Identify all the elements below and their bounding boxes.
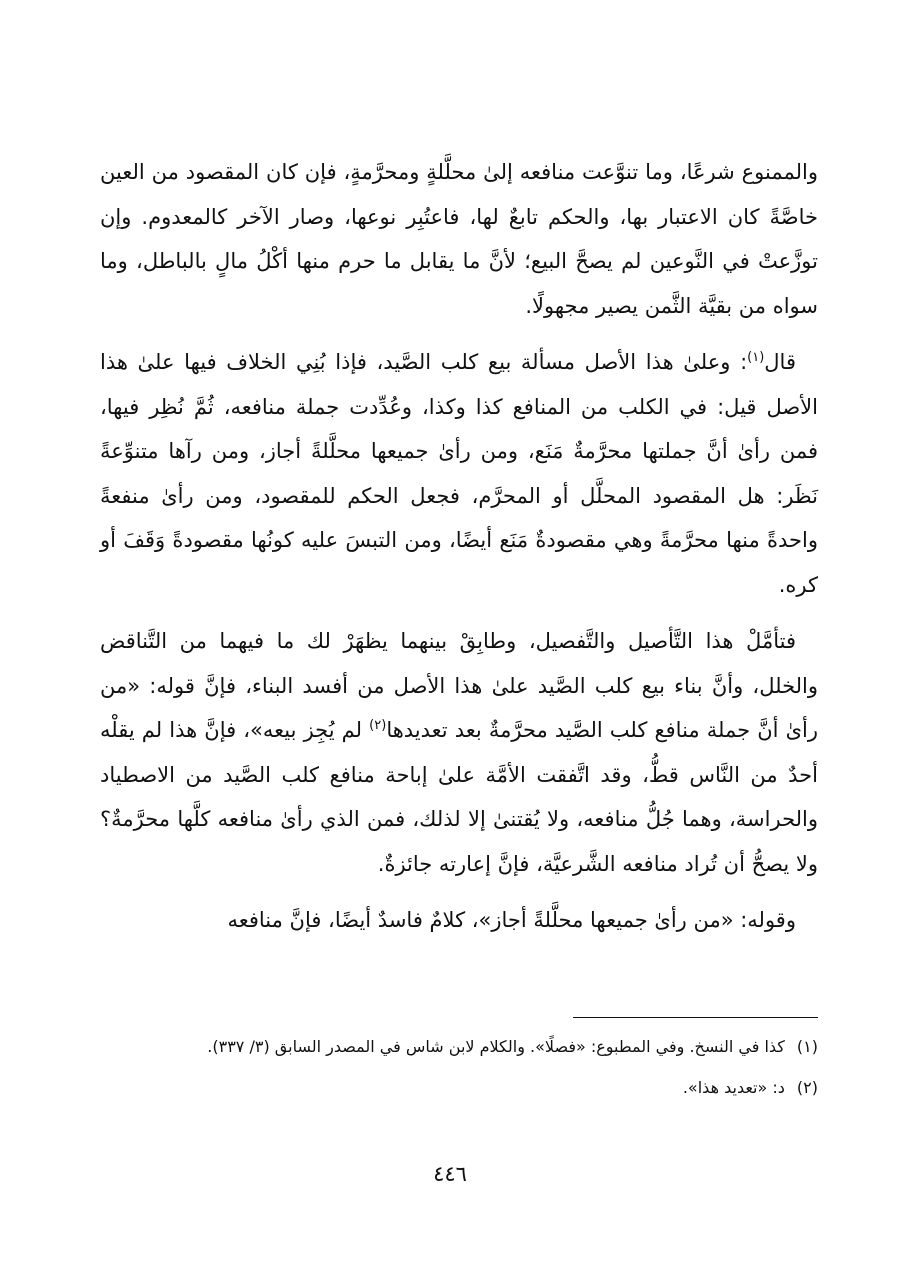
- paragraph-2: قال$^{(١)}$: وعلىٰ هذا الأصل مسألة بيع كلب الصَّيد، فإذا بُنِي الخلاف فيها علىٰ هذا الأصل قيل: في الكلب من المنافع كذا وكذا، وعُدِّدت جملة منافعه، ثُمَّ نُظِر فيها، فمن رأىٰ أنَّ جملتها محرَّمةٌ مَنَع، ومن رأىٰ جميعها محلَّلةً أجاز، ومن رآها متنوِّعةً نَظَر: هل المقصود المحلَّل أو المحرَّم، فجعل الحكم للمقصود، ومن رأىٰ منفعةً واحدةً منها محرَّمةً وهي مقصودةٌ مَنَع أيضًا، ومن التبسَ عليه كونُها مقصودةً وَقَفَ أو كره.: [100, 350, 818, 597]
- footnote-1: [100, 1030, 818, 1063]
- main-text: [100, 150, 818, 955]
- footnotes: [100, 1030, 818, 1112]
- paragraph-3-text-b: لم يُجِز بيعه»، فإنَّ هذا لم يقلْه أحدٌ من النَّاس قطُّ، وقد اتَّفقت الأمَّة علىٰ إباحة منافع كلب الصَّيد من الاصطياد والحراسة، وهما جُلُّ منافعه، ولا يُقتنىٰ إلا لذلك، فمن الذي رأىٰ منافعه كلَّها محرَّمةٌ؟ ولا يصحُّ أن تُراد منافعه الشَّرعيَّة، فإنَّ إعارته جائزةٌ.: [100, 718, 818, 876]
- footnote-number: (٢): [796, 1078, 818, 1097]
- footnote-ref-1[interactable]: (١): [747, 350, 765, 365]
- footnote-divider: [573, 1017, 818, 1018]
- paragraph-1: والممنوع شرعًا، وما تنوَّعت منافعه إلىٰ محلَّلةٍ ومحرَّمةٍ، فإن كان المقصود من العين خاصَّةً كان الاعتبار بها، والحكم تابعٌ لها، فاعتُبِر نوعها، وصار الآخر كالمعدوم. وإن توزَّعتْ في النَّوعين لم يصحَّ البيع؛ لأنَّ ما يقابل ما حرم منها أكْلُ مالٍ بالباطل، وما سواه من بقيَّة الثَّمن يصير مجهولًا.: [100, 160, 818, 318]
- footnote-ref-2[interactable]: (٢): [369, 718, 387, 733]
- paragraph-3: [100, 619, 818, 886]
- footnote-text: كذا في النسخ. وفي المطبوع: «فصلًا». والكلام لابن شاس في المصدر السابق (٣/ ٣٣٧).: [207, 1037, 785, 1056]
- footnote-2: [100, 1071, 818, 1104]
- page-number: ٤٤٦: [433, 1162, 467, 1186]
- paragraph-2-text: وعلىٰ هذا الأصل مسألة بيع كلب الصَّيد، فإذا بُنِي الخلاف فيها علىٰ هذا الأصل قيل: في الكلب من المنافع كذا وكذا، وعُدِّدت جملة منافعه، ثُمَّ نُظِر فيها، فمن رأىٰ أنَّ جملتها محرَّمةٌ مَنَع، ومن رأىٰ جميعها محلَّلةً أجاز، ومن رآها متنوِّعةً نَظَر: هل المقصود المحلَّل أو المحرَّم، فجعل الحكم للمقصود، ومن رأىٰ منفعةً واحدةً منها محرَّمةً وهي مقصودةٌ مَنَع أيضًا، ومن التبسَ عليه كونُها مقصودةً وَقَفَ أو كره.: [100, 350, 818, 597]
- paragraph-4: وقوله: «من رأىٰ جميعها محلَّلةً أجاز»، كلامٌ فاسدٌ أيضًا، فإنَّ منافعه: [227, 908, 796, 932]
- quote-prefix: قال: [764, 350, 796, 374]
- paragraph-3-text-a: فتأمَّلْ هذا التَّأصيل والتَّفصيل، وطابِقْ بينهما يظهَرْ لك ما فيهما من التَّناقض والخلل، وأنَّ بناء بيع كلب الصَّيد علىٰ هذا الأصل من أفسد البناء، فإنَّ قوله: «من رأىٰ أنَّ جملة منافع كلب الصَّيد محرَّمةٌ بعد تعديدها: [100, 629, 818, 742]
- footnote-number: (١): [796, 1037, 818, 1056]
- footnote-text: د: «تعديد هذا».: [682, 1078, 785, 1097]
